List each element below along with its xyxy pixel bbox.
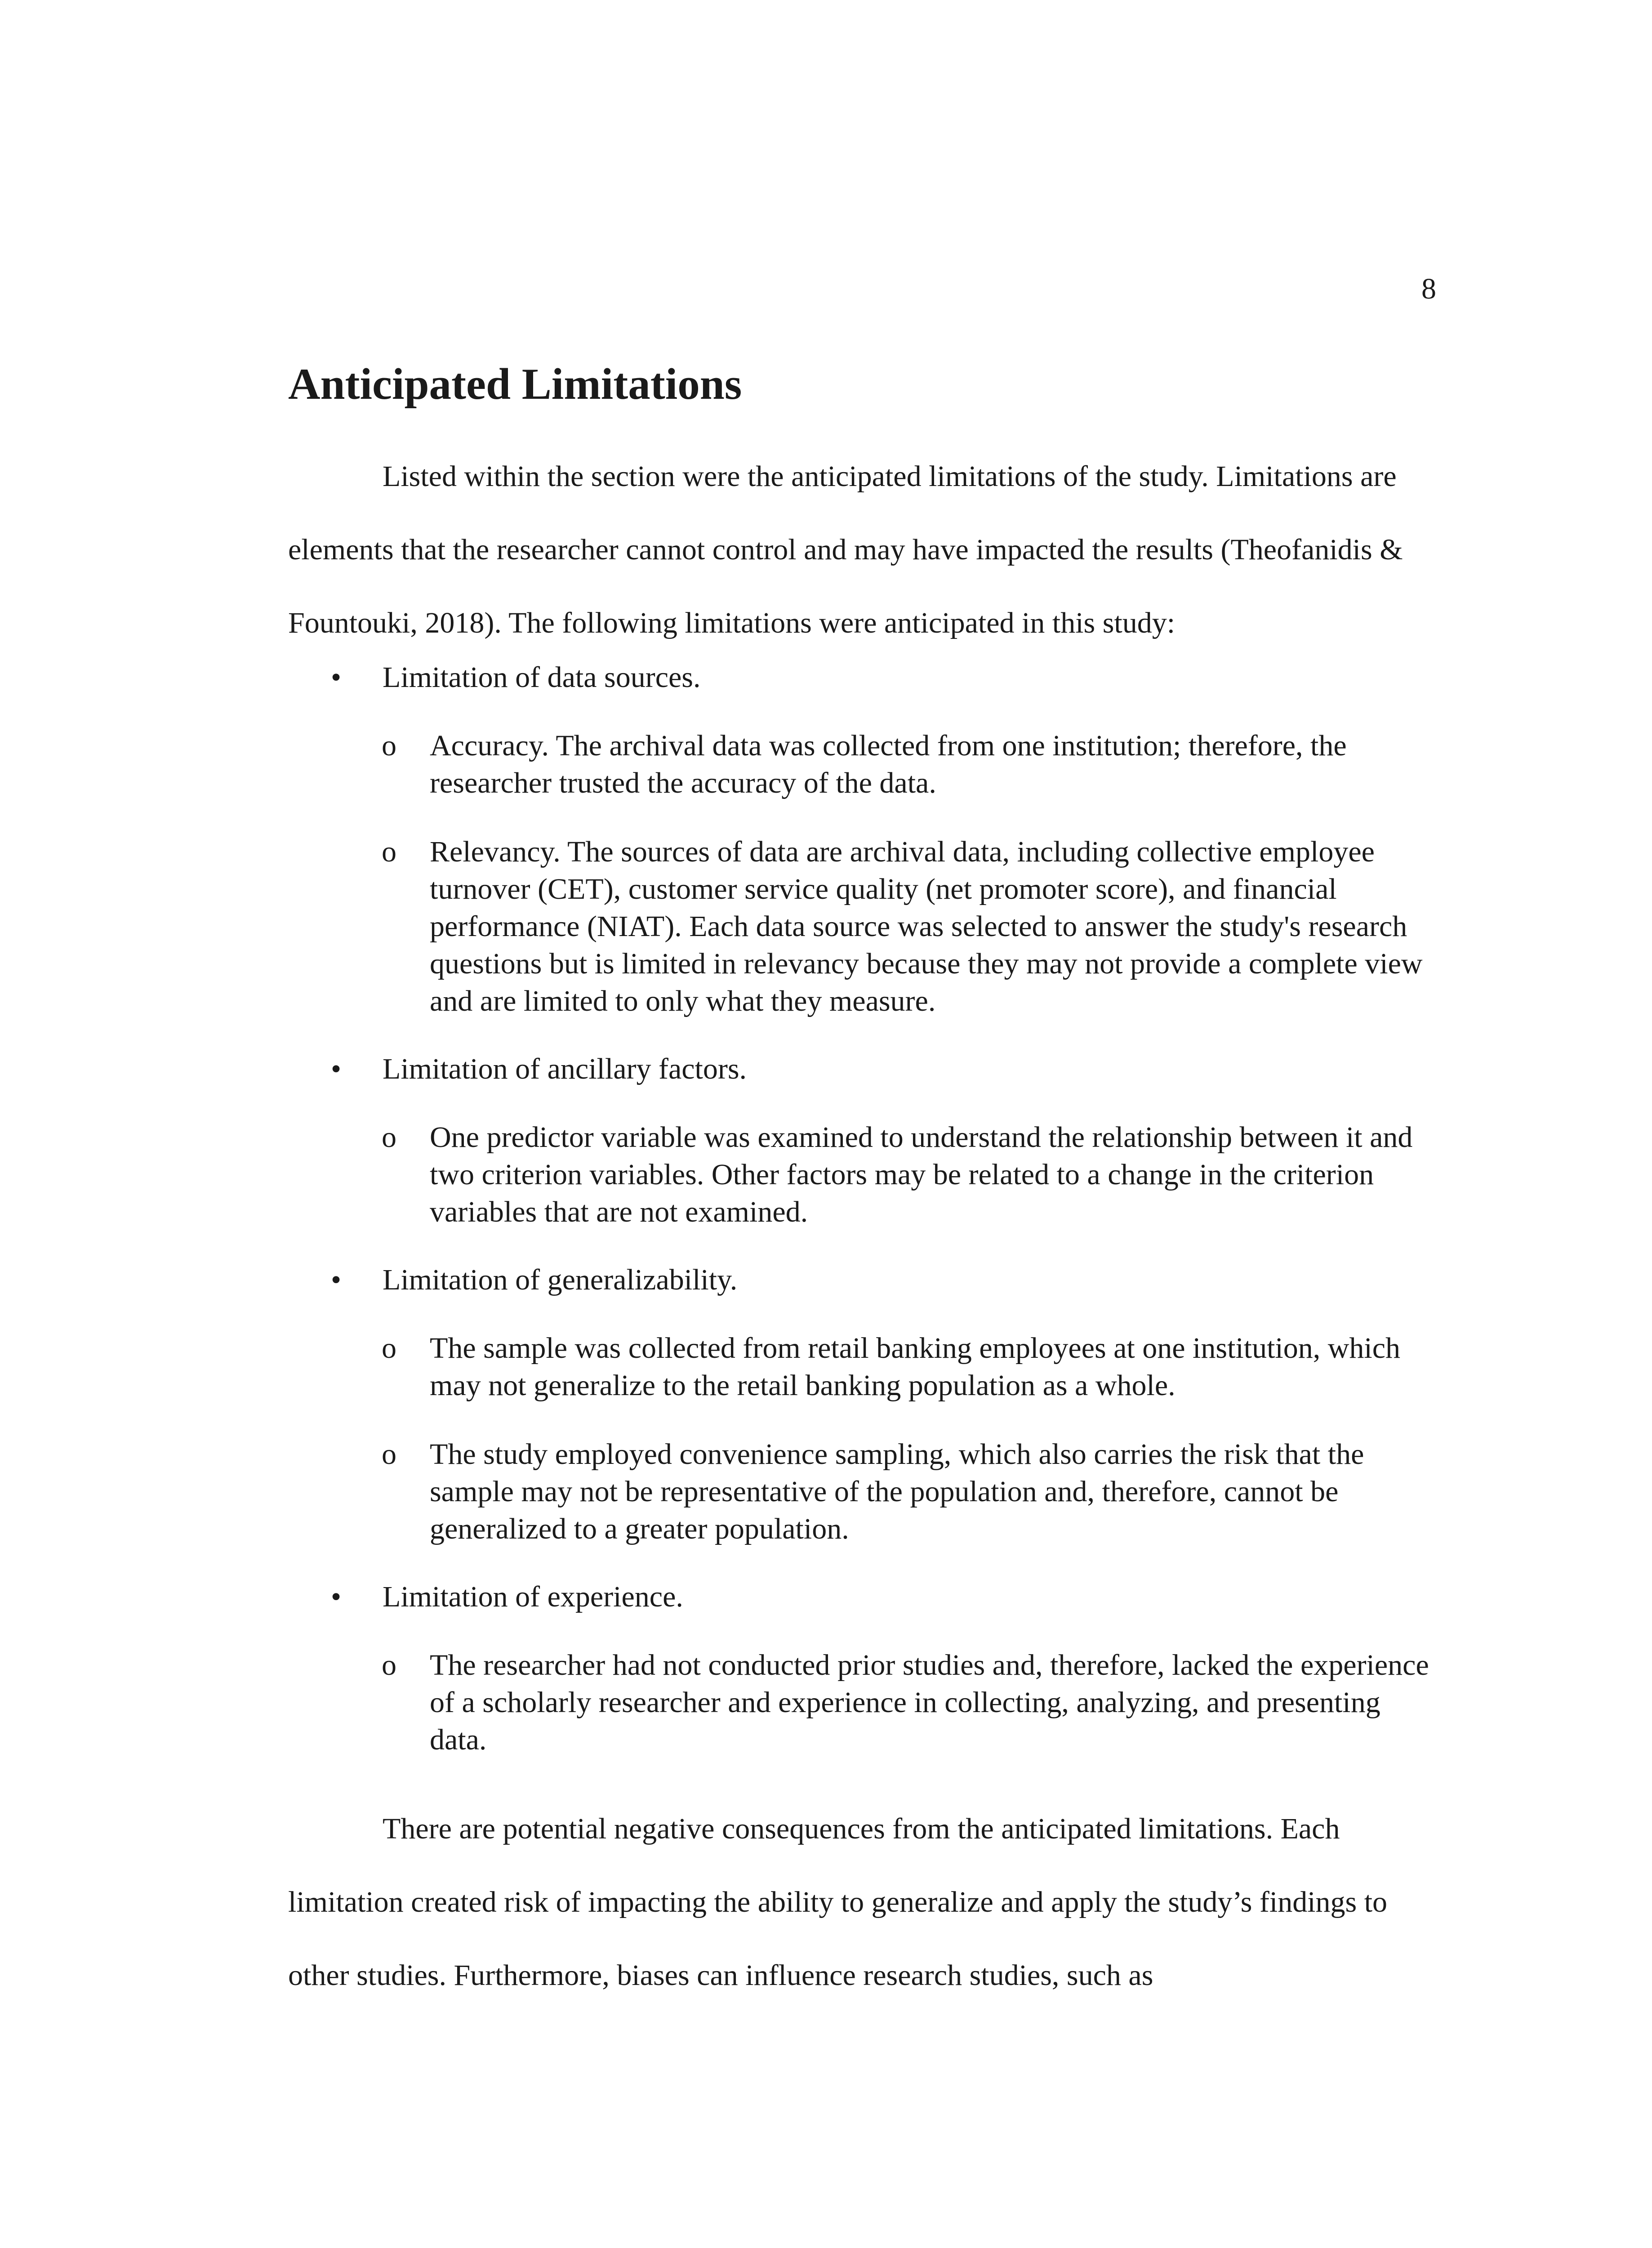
sub-bullet-item — [288, 1646, 1443, 1758]
sub-bullet-circle-icon: o — [382, 835, 396, 868]
sub-bullet-text: Accuracy. The archival data was collected from one institution; therefore, the researcher trusted the accuracy of the data. — [430, 729, 1347, 799]
bullet-dot-icon: • — [331, 1053, 342, 1085]
closing-paragraph: There are potential negative consequences from the anticipated limitations. Each limitation created risk of impacting the ability to generalize and apply the study’s findings to other studies. Furthermore, biases can influence research studies, such as — [288, 1812, 1388, 1992]
bullet-title: Limitation of generalizability. — [383, 1263, 738, 1296]
sub-bullet-circle-icon: o — [382, 1332, 396, 1365]
sub-bullet-item — [288, 727, 1443, 802]
bullet-item — [288, 660, 1443, 696]
bullet-dot-icon: • — [331, 661, 342, 694]
bullet-item — [288, 1579, 1443, 1615]
intro-paragraph: Listed within the section were the anticipated limitations of the study. Limitations are elements that the researcher cannot control and may have impacted the results (Theofanidis & Fountouki, 2018). The following limitations were anticipated in this study: — [288, 460, 1403, 639]
sub-bullet-text: The sample was collected from retail banking employees at one institution, which may not generalize to the retail banking population as a whole. — [430, 1332, 1401, 1402]
sub-bullet-item — [288, 1119, 1443, 1231]
sub-bullet-item — [288, 1436, 1443, 1548]
sub-bullet-text: The researcher had not conducted prior studies and, therefore, lacked the experience of a scholarly researcher and experience in collecting, analyzing, and presenting data. — [430, 1649, 1429, 1756]
bullet-dot-icon: • — [331, 1580, 342, 1613]
document-body — [288, 360, 1443, 2012]
bullet-title: Limitation of ancillary factors. — [383, 1053, 747, 1085]
bullet-title: Limitation of experience. — [383, 1580, 683, 1613]
limitation-block-ancillary-factors — [288, 1051, 1443, 1231]
limitation-block-data-sources — [288, 660, 1443, 1020]
limitation-block-generalizability — [288, 1262, 1443, 1548]
sub-bullet-item — [288, 1329, 1443, 1404]
sub-bullet-item — [288, 833, 1443, 1020]
sub-bullet-text: One predictor variable was examined to understand the relationship between it and two criterion variables. Other factors may be related to a change in the criterion variables that are not examined. — [430, 1121, 1413, 1228]
sub-bullet-circle-icon: o — [382, 1438, 396, 1471]
limitation-block-experience — [288, 1579, 1443, 1758]
bullet-item — [288, 1051, 1443, 1087]
sub-bullet-circle-icon: o — [382, 729, 396, 762]
sub-bullet-circle-icon: o — [382, 1649, 396, 1682]
sub-bullet-text: Relevancy. The sources of data are archival data, including collective employee turnover (CET), customer service quality (net promoter score), and financial performance (NIAT). Each data source was selected to answer the study's research questions but is limited in relevancy because they may not provide a complete view and are limited to only what they measure. — [430, 835, 1423, 1017]
sub-bullet-text: The study employed convenience sampling, which also carries the risk that the sample may not be representative of the population and, therefore, cannot be generalized to a greater population. — [430, 1438, 1364, 1545]
sub-bullet-circle-icon: o — [382, 1121, 396, 1154]
bullet-dot-icon: • — [331, 1263, 342, 1296]
bullet-item — [288, 1262, 1443, 1298]
bullet-title: Limitation of data sources. — [383, 661, 701, 694]
section-heading: Anticipated Limitations — [288, 360, 742, 409]
page-number: 8 — [1421, 272, 1436, 305]
